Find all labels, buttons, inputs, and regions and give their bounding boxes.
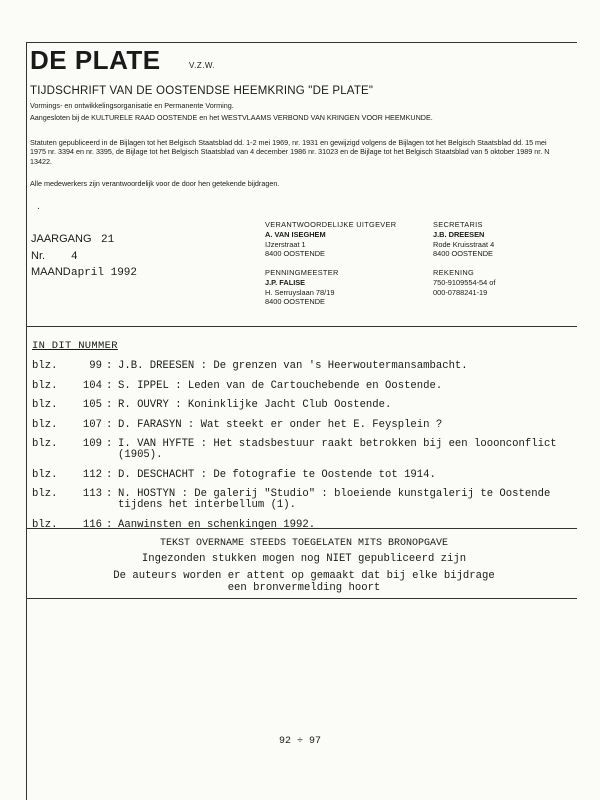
toc-item	[32, 420, 572, 431]
toc-item	[32, 520, 572, 531]
contact-uitgever-heading: VERANTWOORDELIJKE UITGEVER	[265, 220, 397, 229]
org-line-1: Vormings- en ontwikkelingsorganisatie en Permanente Vorming.	[30, 101, 234, 110]
toc-separator: :	[106, 468, 113, 481]
toc-blz-label: blz.	[32, 399, 58, 411]
contact-penningmeester-city: 8400 OOSTENDE	[265, 296, 325, 306]
contact-secretaris-city: 8400 OOSTENDE	[433, 248, 493, 258]
notice-divider-line	[26, 598, 577, 599]
toc-blz-label: blz.	[32, 488, 58, 500]
toc-blz-label: blz.	[32, 438, 58, 450]
toc-blz-label: blz.	[32, 360, 58, 372]
toc-separator: :	[106, 360, 113, 372]
toc-separator: :	[106, 399, 113, 411]
toc-item	[32, 361, 572, 372]
contact-rekening	[433, 268, 495, 297]
contact-secretaris-heading: SECRETARIS	[433, 220, 483, 229]
notice-line-4: een bronvermelding hoort	[227, 582, 381, 594]
maand-line	[31, 266, 137, 279]
masthead-suffix: V.Z.W.	[189, 61, 216, 70]
toc-item-text: D. DESCHACHT : De fotografie te Oostende tot 1914.	[118, 468, 436, 481]
maand-label: MAAND	[31, 266, 71, 278]
contact-rekening-account-1: 750-9109554-54 of	[433, 278, 496, 288]
toc-item-text: J.B. DREESEN : De grenzen van 's Heerwoutermansambacht.	[118, 360, 468, 372]
toc-page-number: 105	[82, 399, 102, 411]
nr-line	[31, 250, 78, 263]
toc-list	[32, 361, 572, 539]
toc-blz-label: blz.	[32, 518, 58, 531]
toc-item	[32, 470, 572, 481]
toc-item	[32, 381, 572, 392]
left-border-line	[26, 42, 27, 800]
contact-uitgever	[265, 220, 396, 258]
contact-secretaris	[433, 220, 494, 258]
jaargang-line	[31, 233, 114, 246]
contact-rekening-heading: REKENING	[433, 268, 475, 277]
masthead-title: DE PLATE	[30, 45, 161, 75]
toc-item-text: Aanwinsten en schenkingen 1992.	[118, 518, 316, 531]
toc-item	[32, 439, 572, 461]
top-border-line	[26, 42, 577, 43]
notice-line-2: Ingezonden stukken mogen nog NIET gepubliceerd zijn	[141, 553, 467, 565]
contact-rekening-account-2: 000-0788241-19	[433, 287, 488, 297]
contact-penningmeester	[265, 268, 339, 306]
contact-uitgever-address: IJzerstraat 1	[265, 239, 306, 249]
header-divider-line	[26, 326, 577, 327]
toc-separator: :	[106, 379, 113, 392]
toc-blz-label: blz.	[32, 379, 58, 392]
masthead-subtitle: TIJDSCHRIFT VAN DE OOSTENDSE HEEMKRING "DE PLATE"	[30, 85, 374, 97]
toc-heading: IN DIT NUMMER	[32, 340, 118, 352]
toc-page-number: 113	[82, 488, 102, 500]
statuten-text: Statuten gepubliceerd in de Bijlagen tot het Belgisch Staatsblad dd. 1-2 mei 1969, nr. 1931 en gewijzigd volgens de Bijlagen tot het Belgisch Staatsblad dd. 15 mei 1975 nr. 3394 en nr. 3395, de Bijlage tot het Belgisch Staatsblad van 4 december 1986 nr. 31023 en de Bijlage tot het Belgisch Staatsblad van 5 oktober 1989 nr. N 13422.	[30, 138, 550, 166]
contact-uitgever-name: A. VAN ISEGHEM	[265, 230, 326, 240]
toc-separator: :	[106, 488, 113, 500]
toc-separator: :	[106, 518, 113, 531]
toc-page-number: 99	[89, 360, 102, 372]
notice-line-3: De auteurs worden er attent op gemaakt dat bij elke bijdrage	[113, 570, 495, 582]
toc-blz-label: blz.	[32, 418, 58, 431]
toc-item-text: I. VAN HYFTE : Het stadsbestuur raakt betrokken bij een looonconflict (1905).	[118, 438, 557, 461]
toc-item-text: S. IPPEL : Leden van de Cartouchebende en Oostende.	[118, 379, 443, 392]
page-range: 92 ÷ 97	[278, 736, 321, 747]
contact-uitgever-city: 8400 OOSTENDE	[265, 248, 325, 258]
contact-secretaris-address: Rode Kruisstraat 4	[433, 239, 495, 249]
toc-separator: :	[106, 418, 113, 431]
contact-penningmeester-name: J.P. FALISE	[265, 278, 306, 288]
disclaimer-text: Alle medewerkers zijn verantwoordelijk voor de door hen getekende bijdragen.	[30, 179, 280, 188]
toc-page-number: 112	[82, 468, 102, 481]
contact-penningmeester-address: H. Serruyslaan 78/19	[265, 287, 335, 297]
jaargang-value: 21	[101, 234, 115, 246]
stray-dot: .	[37, 201, 40, 212]
notice-line-1: TEKST OVERNAME STEEDS TOEGELATEN MITS BRONOPGAVE	[159, 538, 449, 549]
jaargang-label: JAARGANG	[31, 233, 92, 245]
contact-secretaris-name: J.B. DREESEN	[433, 230, 485, 240]
toc-page-number: 116	[82, 518, 102, 531]
nr-value: 4	[71, 251, 78, 263]
toc-item	[32, 400, 572, 411]
toc-item-text: R. OUVRY : Koninklijke Jacht Club Oostende.	[118, 399, 392, 411]
maand-value: april 1992	[71, 267, 138, 279]
toc-item-text: N. HOSTYN : De galerij "Studio" : bloeiende kunstgalerij te Oostende tijdens het interbellum (1).	[118, 488, 551, 511]
org-line-2: Aangesloten bij de KULTURELE RAAD OOSTENDE en het WESTVLAAMS VERBOND VAN KRINGEN VOOR HEEMKUNDE.	[30, 113, 433, 122]
toc-blz-label: blz.	[32, 468, 58, 481]
toc-page-number: 109	[82, 438, 102, 450]
contact-penningmeester-heading: PENNINGMEESTER	[265, 268, 339, 277]
toc-item	[32, 489, 572, 511]
toc-page-number: 107	[82, 418, 102, 431]
toc-page-number: 104	[82, 379, 102, 392]
toc-item-text: D. FARASYN : Wat steekt er onder het E. Feysplein ?	[118, 418, 443, 431]
nr-label: Nr.	[31, 250, 46, 262]
toc-separator: :	[106, 438, 113, 450]
